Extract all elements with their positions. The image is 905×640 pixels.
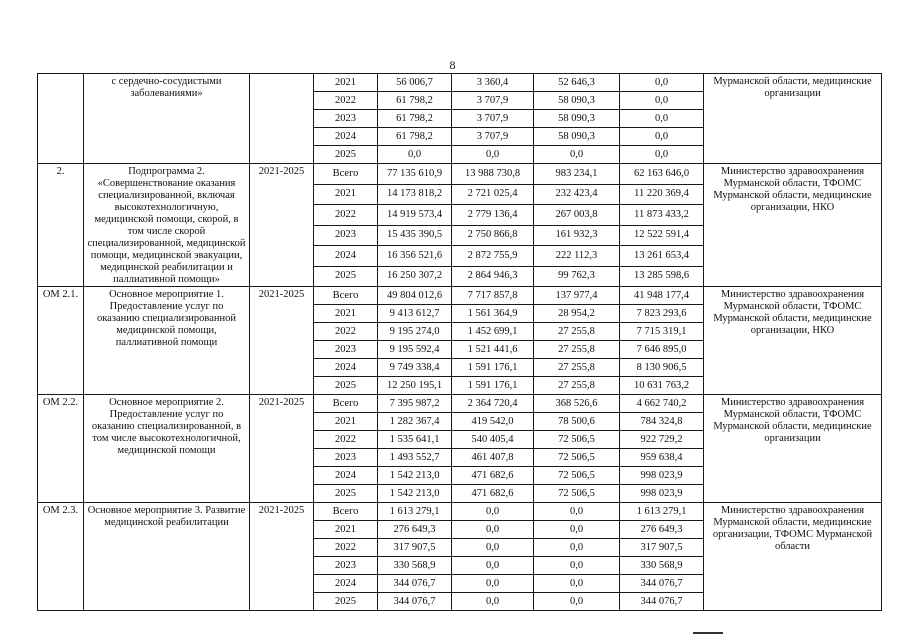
total-cell: 1 542 213,0 bbox=[378, 467, 452, 485]
year-cell: 2024 bbox=[314, 575, 378, 593]
federal-cell: 2 779 136,4 bbox=[452, 205, 534, 226]
year-cell: 2025 bbox=[314, 146, 378, 164]
item-period: 2021-2025 bbox=[250, 395, 314, 503]
federal-cell: 461 407,8 bbox=[452, 449, 534, 467]
federal-cell: 3 707,9 bbox=[452, 128, 534, 146]
year-cell: Всего bbox=[314, 164, 378, 185]
tfoms-cell: 1 613 279,1 bbox=[620, 503, 704, 521]
year-cell: 2025 bbox=[314, 485, 378, 503]
item-code: ОМ 2.3. bbox=[38, 503, 84, 611]
tfoms-cell: 8 130 906,5 bbox=[620, 359, 704, 377]
federal-cell: 2 864 946,3 bbox=[452, 266, 534, 287]
regional-cell: 99 762,3 bbox=[534, 266, 620, 287]
tfoms-cell: 0,0 bbox=[620, 92, 704, 110]
program-table bbox=[37, 73, 882, 611]
year-cell: 2022 bbox=[314, 323, 378, 341]
tfoms-cell: 13 261 653,4 bbox=[620, 246, 704, 267]
tfoms-cell: 11 220 369,4 bbox=[620, 184, 704, 205]
federal-cell: 0,0 bbox=[452, 503, 534, 521]
year-cell: 2021 bbox=[314, 184, 378, 205]
regional-cell: 72 506,5 bbox=[534, 431, 620, 449]
federal-cell: 471 682,6 bbox=[452, 467, 534, 485]
regional-cell: 27 255,8 bbox=[534, 377, 620, 395]
regional-cell: 28 954,2 bbox=[534, 305, 620, 323]
item-name: Основное мероприятие 1. Предоставление услуг по оказанию специализированной медицинской помощи, паллиативной помощи bbox=[84, 287, 250, 395]
item-period: 2021-2025 bbox=[250, 164, 314, 287]
year-cell: 2025 bbox=[314, 593, 378, 611]
item-code: ОМ 2.2. bbox=[38, 395, 84, 503]
tfoms-cell: 344 076,7 bbox=[620, 593, 704, 611]
total-cell: 49 804 012,6 bbox=[378, 287, 452, 305]
tfoms-cell: 276 649,3 bbox=[620, 521, 704, 539]
regional-cell: 137 977,4 bbox=[534, 287, 620, 305]
table-row bbox=[38, 395, 882, 413]
tfoms-cell: 0,0 bbox=[620, 128, 704, 146]
tfoms-cell: 7 646 895,0 bbox=[620, 341, 704, 359]
total-cell: 56 006,7 bbox=[378, 74, 452, 92]
federal-cell: 0,0 bbox=[452, 539, 534, 557]
federal-cell: 3 707,9 bbox=[452, 110, 534, 128]
federal-cell: 2 364 720,4 bbox=[452, 395, 534, 413]
federal-cell: 1 591 176,1 bbox=[452, 359, 534, 377]
federal-cell: 2 750 866,8 bbox=[452, 225, 534, 246]
tfoms-cell: 998 023,9 bbox=[620, 467, 704, 485]
page-number: 8 bbox=[449, 58, 456, 72]
regional-cell: 0,0 bbox=[534, 539, 620, 557]
federal-cell: 1 521 441,6 bbox=[452, 341, 534, 359]
regional-cell: 58 090,3 bbox=[534, 110, 620, 128]
total-cell: 0,0 bbox=[378, 146, 452, 164]
federal-cell: 0,0 bbox=[452, 146, 534, 164]
table-row bbox=[38, 503, 882, 521]
item-period bbox=[250, 74, 314, 164]
total-cell: 14 173 818,2 bbox=[378, 184, 452, 205]
regional-cell: 27 255,8 bbox=[534, 359, 620, 377]
regional-cell: 0,0 bbox=[534, 557, 620, 575]
regional-cell: 27 255,8 bbox=[534, 341, 620, 359]
regional-cell: 0,0 bbox=[534, 593, 620, 611]
regional-cell: 58 090,3 bbox=[534, 92, 620, 110]
regional-cell: 27 255,8 bbox=[534, 323, 620, 341]
item-executor: Министерство здравоохранения Мурманской области, ТФОМС Мурманской области, медицинские организации bbox=[704, 395, 882, 503]
total-cell: 9 195 592,4 bbox=[378, 341, 452, 359]
tfoms-cell: 12 522 591,4 bbox=[620, 225, 704, 246]
total-cell: 16 356 521,6 bbox=[378, 246, 452, 267]
table-row bbox=[38, 287, 882, 305]
regional-cell: 72 506,5 bbox=[534, 485, 620, 503]
item-executor: Министерство здравоохранения Мурманской области, медицинские организации, ТФОМС Мурманской области bbox=[704, 503, 882, 611]
total-cell: 1 282 367,4 bbox=[378, 413, 452, 431]
regional-cell: 232 423,4 bbox=[534, 184, 620, 205]
regional-cell: 222 112,3 bbox=[534, 246, 620, 267]
tfoms-cell: 784 324,8 bbox=[620, 413, 704, 431]
total-cell: 61 798,2 bbox=[378, 128, 452, 146]
year-cell: Всего bbox=[314, 503, 378, 521]
federal-cell: 13 988 730,8 bbox=[452, 164, 534, 185]
item-name: Подпрограмма 2. «Совершенствование оказания специализированной, включая высокотехнологичную, медицинской помощи, скорой, в том числе скорой специализированной, медицинской помощи, медицинской эвакуации, медицинской реабилитации и паллиативной помощи» bbox=[84, 164, 250, 287]
item-period: 2021-2025 bbox=[250, 287, 314, 395]
regional-cell: 983 234,1 bbox=[534, 164, 620, 185]
item-executor: Министерство здравоохранения Мурманской области, ТФОМС Мурманской области, медицинские организации, НКО bbox=[704, 287, 882, 395]
item-code: 2. bbox=[38, 164, 84, 287]
year-cell: 2021 bbox=[314, 74, 378, 92]
total-cell: 9 413 612,7 bbox=[378, 305, 452, 323]
total-cell: 344 076,7 bbox=[378, 575, 452, 593]
item-code: ОМ 2.1. bbox=[38, 287, 84, 395]
federal-cell: 0,0 bbox=[452, 575, 534, 593]
tfoms-cell: 0,0 bbox=[620, 146, 704, 164]
table-body bbox=[38, 74, 882, 611]
total-cell: 9 195 274,0 bbox=[378, 323, 452, 341]
regional-cell: 161 932,3 bbox=[534, 225, 620, 246]
tfoms-cell: 998 023,9 bbox=[620, 485, 704, 503]
year-cell: 2024 bbox=[314, 359, 378, 377]
tfoms-cell: 922 729,2 bbox=[620, 431, 704, 449]
table-row bbox=[38, 164, 882, 185]
total-cell: 330 568,9 bbox=[378, 557, 452, 575]
tfoms-cell: 0,0 bbox=[620, 74, 704, 92]
tfoms-cell: 7 823 293,6 bbox=[620, 305, 704, 323]
total-cell: 344 076,7 bbox=[378, 593, 452, 611]
year-cell: 2024 bbox=[314, 246, 378, 267]
federal-cell: 3 360,4 bbox=[452, 74, 534, 92]
year-cell: 2023 bbox=[314, 110, 378, 128]
year-cell: 2022 bbox=[314, 431, 378, 449]
tfoms-cell: 317 907,5 bbox=[620, 539, 704, 557]
federal-cell: 7 717 857,8 bbox=[452, 287, 534, 305]
regional-cell: 72 506,5 bbox=[534, 449, 620, 467]
federal-cell: 2 721 025,4 bbox=[452, 184, 534, 205]
tfoms-cell: 11 873 433,2 bbox=[620, 205, 704, 226]
tfoms-cell: 62 163 646,0 bbox=[620, 164, 704, 185]
year-cell: 2024 bbox=[314, 467, 378, 485]
federal-cell: 0,0 bbox=[452, 521, 534, 539]
total-cell: 15 435 390,5 bbox=[378, 225, 452, 246]
item-executor: Министерство здравоохранения Мурманской области, ТФОМС Мурманской области, медицинские организации, НКО bbox=[704, 164, 882, 287]
total-cell: 1 542 213,0 bbox=[378, 485, 452, 503]
federal-cell: 3 707,9 bbox=[452, 92, 534, 110]
year-cell: 2022 bbox=[314, 92, 378, 110]
regional-cell: 0,0 bbox=[534, 146, 620, 164]
item-period: 2021-2025 bbox=[250, 503, 314, 611]
year-cell: Всего bbox=[314, 287, 378, 305]
total-cell: 1 613 279,1 bbox=[378, 503, 452, 521]
regional-cell: 52 646,3 bbox=[534, 74, 620, 92]
federal-cell: 540 405,4 bbox=[452, 431, 534, 449]
tfoms-cell: 0,0 bbox=[620, 110, 704, 128]
year-cell: 2025 bbox=[314, 377, 378, 395]
federal-cell: 1 561 364,9 bbox=[452, 305, 534, 323]
tfoms-cell: 4 662 740,2 bbox=[620, 395, 704, 413]
tfoms-cell: 10 631 763,2 bbox=[620, 377, 704, 395]
regional-cell: 0,0 bbox=[534, 575, 620, 593]
item-name: с сердечно-сосудистыми заболеваниями» bbox=[84, 74, 250, 164]
item-name: Основное мероприятие 2. Предоставление услуг по оказанию специализированной, в том числе высокотехнологичной, медицинской помощи bbox=[84, 395, 250, 503]
regional-cell: 72 506,5 bbox=[534, 467, 620, 485]
total-cell: 9 749 338,4 bbox=[378, 359, 452, 377]
total-cell: 7 395 987,2 bbox=[378, 395, 452, 413]
year-cell: 2022 bbox=[314, 539, 378, 557]
regional-cell: 267 003,8 bbox=[534, 205, 620, 226]
item-executor: Мурманской области, медицинские организации bbox=[704, 74, 882, 164]
year-cell: 2021 bbox=[314, 305, 378, 323]
year-cell: 2021 bbox=[314, 413, 378, 431]
regional-cell: 368 526,6 bbox=[534, 395, 620, 413]
federal-cell: 0,0 bbox=[452, 557, 534, 575]
federal-cell: 1 452 699,1 bbox=[452, 323, 534, 341]
tfoms-cell: 7 715 319,1 bbox=[620, 323, 704, 341]
year-cell: 2023 bbox=[314, 449, 378, 467]
item-code bbox=[38, 74, 84, 164]
tfoms-cell: 13 285 598,6 bbox=[620, 266, 704, 287]
federal-cell: 1 591 176,1 bbox=[452, 377, 534, 395]
tfoms-cell: 344 076,7 bbox=[620, 575, 704, 593]
total-cell: 276 649,3 bbox=[378, 521, 452, 539]
total-cell: 1 535 641,1 bbox=[378, 431, 452, 449]
item-name: Основное мероприятие 3. Развитие медицинской реабилитации bbox=[84, 503, 250, 611]
year-cell: 2022 bbox=[314, 205, 378, 226]
regional-cell: 78 500,6 bbox=[534, 413, 620, 431]
year-cell: 2023 bbox=[314, 341, 378, 359]
federal-cell: 0,0 bbox=[452, 593, 534, 611]
total-cell: 1 493 552,7 bbox=[378, 449, 452, 467]
federal-cell: 471 682,6 bbox=[452, 485, 534, 503]
total-cell: 77 135 610,9 bbox=[378, 164, 452, 185]
federal-cell: 2 872 755,9 bbox=[452, 246, 534, 267]
tfoms-cell: 330 568,9 bbox=[620, 557, 704, 575]
year-cell: 2025 bbox=[314, 266, 378, 287]
year-cell: Всего bbox=[314, 395, 378, 413]
year-cell: 2023 bbox=[314, 225, 378, 246]
regional-cell: 58 090,3 bbox=[534, 128, 620, 146]
year-cell: 2023 bbox=[314, 557, 378, 575]
regional-cell: 0,0 bbox=[534, 503, 620, 521]
tfoms-cell: 959 638,4 bbox=[620, 449, 704, 467]
year-cell: 2021 bbox=[314, 521, 378, 539]
total-cell: 61 798,2 bbox=[378, 92, 452, 110]
regional-cell: 0,0 bbox=[534, 521, 620, 539]
total-cell: 16 250 307,2 bbox=[378, 266, 452, 287]
table-row bbox=[38, 74, 882, 92]
year-cell: 2024 bbox=[314, 128, 378, 146]
total-cell: 12 250 195,1 bbox=[378, 377, 452, 395]
total-cell: 317 907,5 bbox=[378, 539, 452, 557]
tfoms-cell: 41 948 177,4 bbox=[620, 287, 704, 305]
federal-cell: 419 542,0 bbox=[452, 413, 534, 431]
scan-mark bbox=[693, 632, 723, 634]
total-cell: 14 919 573,4 bbox=[378, 205, 452, 226]
total-cell: 61 798,2 bbox=[378, 110, 452, 128]
